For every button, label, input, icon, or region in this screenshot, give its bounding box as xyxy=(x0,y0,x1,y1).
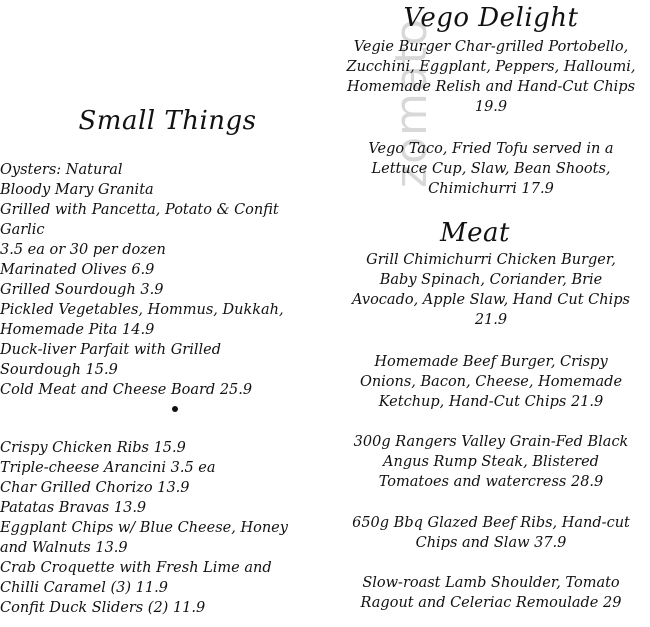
menu-item: Char Grilled Chorizo 13.9 xyxy=(0,480,190,496)
small-things-list-2 xyxy=(0,438,335,618)
section-title-small-things: Small Things xyxy=(78,106,257,136)
menu-item: Vegie Burger Char-grilled Portobello, Zucchini, Eggplant, Peppers, Halloumi, Homemade Relish and Hand-Cut Chips 19.9 xyxy=(346,39,636,115)
menu-item: Triple-cheese Arancini 3.5 ea xyxy=(0,460,216,476)
menu-item: Marinated Olives 6.9 xyxy=(0,262,155,278)
menu-item: Slow-roast Lamb Shoulder, Tomato Ragout and Celeriac Remoulade 29 xyxy=(360,575,622,611)
menu-item: Homemade Beef Burger, Crispy Onions, Bacon, Cheese, Homemade Ketchup, Hand-Cut Chips 21.9 xyxy=(359,354,623,410)
menu-item: Crab Croquette with Fresh Lime and Chilli Caramel (3) 11.9 xyxy=(0,560,272,596)
small-things-list-1 xyxy=(0,160,335,400)
menu-item: Grilled Sourdough 3.9 xyxy=(0,282,164,298)
menu-item: Oysters: Natural Bloody Mary Granita Grilled with Pancetta, Potato & Confit Garlic 3.5 ea or 30 per dozen xyxy=(0,162,279,258)
section-title-meat: Meat xyxy=(440,218,510,248)
menu-item: Duck-liver Parfait with Grilled Sourdough 15.9 xyxy=(0,342,221,378)
menu-item: Patatas Bravas 13.9 xyxy=(0,500,147,516)
menu-item: Eggplant Chips w/ Blue Cheese, Honey and Walnuts 13.9 xyxy=(0,520,288,556)
section-title-vego-delight: Vego Delight xyxy=(403,3,579,33)
menu-item: Cold Meat and Cheese Board 25.9 xyxy=(0,382,253,398)
bullet-divider xyxy=(172,406,178,412)
watermark: zomato xyxy=(386,17,437,188)
menu-item: Confit Duck Sliders (2) 11.9 xyxy=(0,600,206,616)
menu-item: Vego Taco, Fried Tofu served in a Lettuce Cup, Slaw, Bean Shoots, Chimichurri 17.9 xyxy=(368,141,614,197)
menu-item: Crispy Chicken Ribs 15.9 xyxy=(0,440,186,456)
menu-item: 650g Bbq Glazed Beef Ribs, Hand-cut Chips and Slaw 37.9 xyxy=(352,515,630,551)
menu-item: Grill Chimichurri Chicken Burger, Baby Spinach, Coriander, Brie Avocado, Apple Slaw, Hand Cut Chips 21.9 xyxy=(352,252,630,328)
menu-item: 300g Rangers Valley Grain-Fed Black Angus Rump Steak, Blistered Tomatoes and watercress 28.9 xyxy=(353,434,629,490)
menu-item: Pickled Vegetables, Hommus, Dukkah, Homemade Pita 14.9 xyxy=(0,302,284,338)
